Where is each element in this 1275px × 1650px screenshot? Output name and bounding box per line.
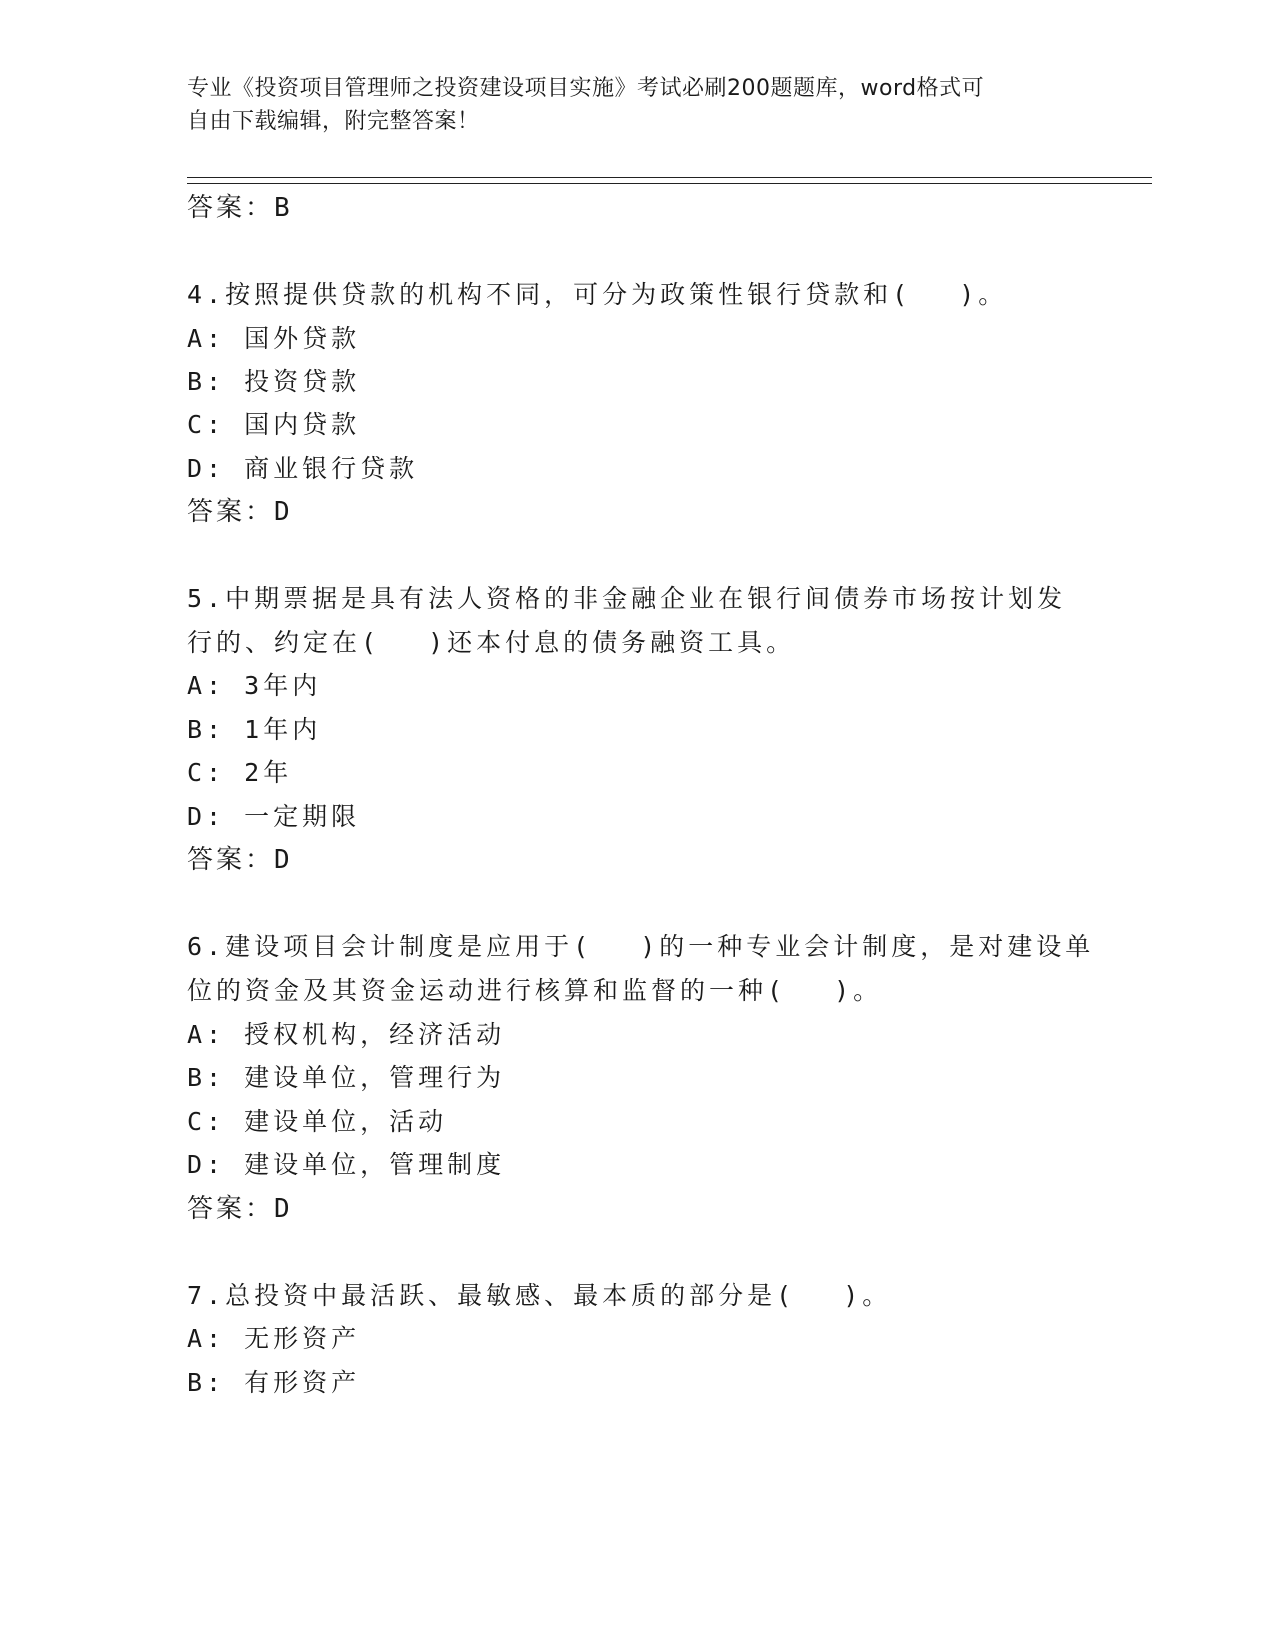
- question-7-option-a: A: 无形资产: [187, 1324, 361, 1353]
- question-6-option-c: C: 建设单位，活动: [187, 1107, 448, 1136]
- question-4-stem-line-1: 4.按照提供贷款的机构不同，可分为政策性银行贷款和( )。: [187, 280, 1008, 309]
- answer-label: 答案：: [187, 497, 275, 527]
- answer-prev: [187, 192, 293, 224]
- question-4-option-b: B: 投资贷款: [187, 367, 361, 396]
- question-4-answer: [187, 496, 293, 528]
- question-5-stem-line-1: 5.中期票据是具有法人资格的非金融企业在银行间债券市场按计划发: [187, 584, 1067, 613]
- question-6-option-a: A: 授权机构，经济活动: [187, 1020, 506, 1049]
- answer-label: 答案：: [187, 1194, 275, 1224]
- question-5-stem-line-2: 行的、约定在( )还本付息的债务融资工具。: [187, 628, 796, 657]
- header-rule-bottom: [187, 183, 1152, 184]
- question-5-option-d: D: 一定期限: [187, 802, 361, 831]
- question-4-option-d: D: 商业银行贷款: [187, 454, 419, 483]
- question-4-option-a: A: 国外贷款: [187, 324, 361, 353]
- question-6-option-d: D: 建设单位，管理制度: [187, 1150, 506, 1179]
- question-6-answer: [187, 1193, 293, 1225]
- question-4-option-c: C: 国内贷款: [187, 410, 361, 439]
- question-6-stem-line-1: 6.建设项目会计制度是应用于( )的一种专业会计制度，是对建设单: [187, 932, 1095, 961]
- answer-label: 答案：: [187, 193, 275, 223]
- question-5-option-a: A: 3年内: [187, 671, 322, 700]
- header-rule-top: [187, 177, 1152, 178]
- document-header: [187, 72, 1067, 138]
- question-5-option-b: B: 1年内: [187, 715, 322, 744]
- answer-label: 答案：: [187, 845, 275, 875]
- answer-value: D: [274, 497, 293, 527]
- header-line-1: 专业《投资项目管理师之投资建设项目实施》考试必刷200题题库，word格式可: [187, 76, 985, 101]
- question-7-stem-line-1: 7.总投资中最活跃、最敏感、最本质的部分是( )。: [187, 1281, 892, 1310]
- question-5-option-c: C: 2年: [187, 758, 293, 787]
- question-6-stem-line-2: 位的资金及其资金运动进行核算和监督的一种( )。: [187, 976, 883, 1005]
- answer-value: D: [274, 845, 293, 875]
- question-5-answer: [187, 844, 293, 876]
- header-line-2: 自由下载编辑，附完整答案！: [187, 109, 480, 134]
- question-6-option-b: B: 建设单位，管理行为: [187, 1063, 506, 1092]
- answer-value: B: [274, 193, 293, 223]
- answer-value: D: [274, 1194, 293, 1224]
- question-7-option-b: B: 有形资产: [187, 1368, 361, 1397]
